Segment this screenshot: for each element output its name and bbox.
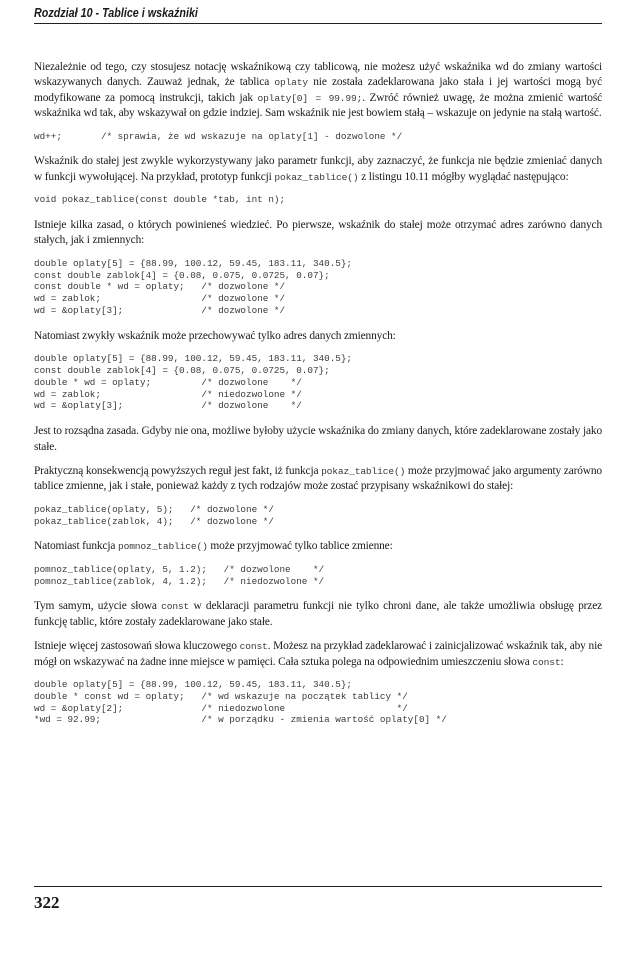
inline-code: oplaty[0] = 99.99;: [257, 92, 363, 104]
paragraph-6: Praktyczną konsekwencją powyższych reguł jest fakt, iż funkcja pokaz_tablice() może przyjmować jako argumenty zarówno tablice zmienne, jak i stałe, ponieważ każdy z tych rodzajów może zostać przypisany wskaźnikowi do stałej:: [34, 465, 602, 493]
paragraph-9: Istnieje więcej zastosowań słowa kluczowego const. Możesz na przykład zadeklarować i zainicjalizować wskaźnik tak, aby nie mógł on wskazywać na żadne inne miejsce w pamięci. Cała sztuka polega na odpowiednim umieszczeniu słowa const:: [34, 640, 603, 668]
inline-code: pokaz_tablice(): [321, 466, 406, 478]
inline-code: oplaty: [274, 77, 309, 89]
paragraph-1: Niezależnie od tego, czy stosujesz notację wskaźnikową czy tablicową, nie możesz użyć wskaźnika wd do zmiany wartości wskazywanych danych. Zauważ jednak, że tablica oplaty nie została zadeklarowana jako stała i jej wartości mogą być modyfikowane za pomocą instrukcji, takich jak oplaty[0] = 99.99;. Zwróć również uwagę, że można zmienić wartość wskaźnika wd tak, aby wskazywał on gdzie indziej. Sam wskaźnik nie jest bowiem stałą – wskazuje on jedynie na stałą wartość.: [34, 61, 603, 120]
code-line: double * const wd = oplaty; /* wd wskazuje na początek tablicy */: [34, 690, 408, 702]
inline-code: const: [161, 601, 190, 613]
paragraph-5: Jest to rozsądna zasada. Gdyby nie ona, możliwe byłoby użycie wskaźnika do zmiany danych, które zadeklarowane zostały jako stałe.: [34, 425, 602, 453]
code-line: void pokaz_tablice(const double *tab, int n);: [34, 194, 286, 206]
code-block-2: [34, 194, 602, 206]
code-line: double oplaty[5] = {88.99, 100.12, 59.45, 183.11, 340.5};: [34, 353, 353, 365]
code-line: wd = &oplaty[2]; /* niedozwolone */: [34, 702, 408, 714]
page-body: [34, 60, 602, 738]
page-number: 322: [34, 893, 60, 912]
code-block-1: [34, 131, 602, 143]
code-block-3: [34, 258, 602, 317]
footer-rule: [34, 886, 602, 887]
paragraph-2: Wskaźnik do stałej jest zwykle wykorzystywany jako parametr funkcji, aby zaznaczyć, że funkcja nie będzie zmieniać danych w funkcji wywołującej. Na przykład, prototyp funkcji pokaz_tablice() z listingu 10.11 mógłby wyglądać następująco:: [34, 155, 602, 183]
code-line: pomnoz_tablice(oplaty, 5, 1.2); /* dozwolone */: [34, 563, 325, 575]
code-line: const double zablok[4] = {0.08, 0.075, 0.0725, 0.07};: [34, 269, 330, 281]
code-line: wd++; /* sprawia, że wd wskazuje na oplaty[1] - dozwolone */: [34, 130, 403, 142]
running-header: [34, 6, 522, 20]
code-line: pomnoz_tablice(zablok, 4, 1.2); /* niedozwolone */: [34, 575, 325, 587]
paragraph-4: Natomiast zwykły wskaźnik może przechowywać tylko adres danych zmiennych:: [34, 329, 396, 342]
code-line: *wd = 92.99; /* w porządku - zmienia wartość oplaty[0] */: [34, 714, 447, 726]
paragraph-8: Tym samym, użycie słowa const w deklaracji parametru funkcji nie tylko chroni dane, ale także umożliwia obsługę przez funkcję tablic, które zostały zadeklarowane jako stałe.: [34, 600, 603, 628]
code-block-6: [34, 564, 602, 588]
code-line: double * wd = oplaty; /* dozwolone */: [34, 376, 302, 388]
paragraph-7: Natomiast funkcja pomnoz_tablice() może przyjmować tylko tablice zmienne:: [34, 540, 393, 553]
inline-code: pomnoz_tablice(): [117, 541, 208, 553]
code-block-5: [34, 504, 602, 528]
inline-code: pokaz_tablice(): [274, 171, 359, 183]
code-line: const double * wd = oplaty; /* dozwolone */: [34, 281, 286, 293]
code-line: pokaz_tablice(oplaty, 5); /* dozwolone */: [34, 503, 274, 515]
code-block-7: [34, 679, 602, 726]
code-line: const double zablok[4] = {0.08, 0.075, 0.0725, 0.07};: [34, 365, 330, 377]
code-line: pokaz_tablice(zablok, 4); /* dozwolone */: [34, 515, 274, 527]
code-line: wd = &oplaty[3]; /* dozwolone */: [34, 305, 286, 317]
inline-code: const: [239, 641, 268, 653]
code-block-4: [34, 353, 602, 412]
chapter-label: Rozdział 10: [34, 6, 93, 20]
code-line: double oplaty[5] = {88.99, 100.12, 59.45, 183.11, 340.5};: [34, 257, 353, 269]
code-line: double oplaty[5] = {88.99, 100.12, 59.45, 183.11, 340.5};: [34, 679, 353, 691]
header-separator: -: [95, 6, 100, 20]
code-line: wd = &oplaty[3]; /* dozwolone */: [34, 400, 302, 412]
code-line: wd = zablok; /* dozwolone */: [34, 293, 286, 305]
inline-code: const: [532, 656, 561, 668]
code-line: wd = zablok; /* niedozwolone */: [34, 388, 302, 400]
header-rule: [34, 23, 602, 24]
paragraph-3: Istnieje kilka zasad, o których powinieneś wiedzieć. Po pierwsze, wskaźnik do stałej może otrzymać adres zarówno danych stałych, jak i zmiennych:: [34, 219, 602, 247]
chapter-title: Tablice i wskaźniki: [102, 6, 198, 20]
